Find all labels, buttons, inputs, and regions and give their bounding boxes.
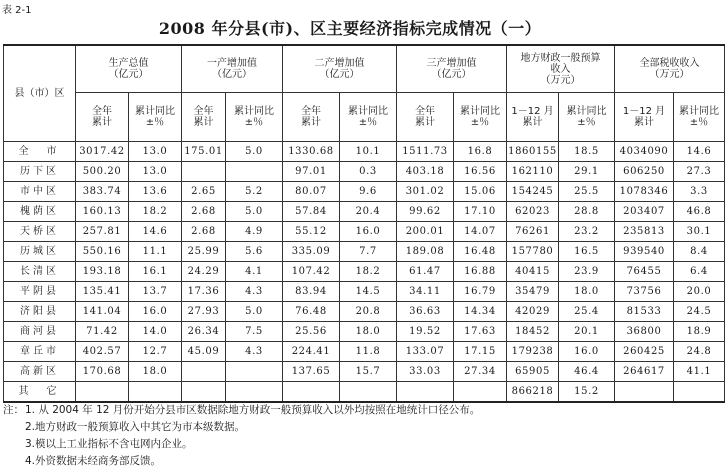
value-cell-gdp-annual: 193.18 — [76, 262, 129, 282]
value-cell-primary-annual: 17.36 — [182, 282, 226, 302]
subheader-tertiary-growth-line-1: 累计同比 — [460, 106, 500, 117]
value-cell-fiscal-annual: 62023 — [507, 202, 559, 222]
value-cell-fiscal-annual: 65905 — [507, 362, 559, 382]
value-cell-fiscal-annual: 179238 — [507, 342, 559, 362]
subheader-primary-annual-line-2: 累计 — [193, 117, 214, 128]
subheader-gdp-growth-line-1: 累计同比 — [135, 106, 175, 117]
value-cell-primary-growth: 7.5 — [226, 322, 283, 342]
value-cell-tertiary-growth: 16.48 — [454, 242, 507, 262]
value-cell-gdp-growth: 13.7 — [129, 282, 182, 302]
value-cell-primary-annual: 24.29 — [182, 262, 226, 282]
value-cell-gdp-growth: 14.6 — [129, 222, 182, 242]
footnote-text: 2.地方财政一般预算收入中其它为市本级数据。 — [25, 421, 246, 433]
value-cell-tertiary-annual: 34.11 — [397, 282, 454, 302]
value-cell-secondary-growth: 9.6 — [340, 182, 397, 202]
value-cell-tax-annual: 4034090 — [615, 142, 674, 162]
value-cell-tax-annual: 235813 — [615, 222, 674, 242]
table-row — [4, 222, 725, 242]
value-cell-tertiary-annual: 200.01 — [397, 222, 454, 242]
header-fiscal-line-2: 收入 — [550, 63, 571, 75]
value-cell-tertiary-annual: 1511.73 — [397, 142, 454, 162]
subheader-tertiary-annual-line-2: 累计 — [415, 117, 435, 128]
value-cell-secondary-growth: 18.2 — [340, 262, 397, 282]
subheader-tertiary-annual — [397, 93, 454, 142]
value-cell-primary-annual: 2.68 — [182, 202, 226, 222]
county-name-cell: 历城区 — [4, 242, 76, 262]
value-cell-tax-annual: 73756 — [615, 282, 674, 302]
value-cell-primary-growth — [226, 382, 283, 403]
value-cell-tax-annual: 264617 — [615, 362, 674, 382]
value-cell-fiscal-growth: 23.9 — [559, 262, 615, 282]
footnote-text: 4.外资数据未经商务部反馈。 — [25, 455, 162, 467]
header-tax-revenue — [615, 45, 725, 93]
value-cell-gdp-annual: 550.16 — [76, 242, 129, 262]
table-row — [4, 142, 725, 162]
value-cell-fiscal-annual: 35479 — [507, 282, 559, 302]
value-cell-gdp-annual: 170.68 — [76, 362, 129, 382]
value-cell-tax-annual: 260425 — [615, 342, 674, 362]
value-cell-tax-growth: 30.1 — [674, 222, 725, 242]
value-cell-tax-annual: 939540 — [615, 242, 674, 262]
footnote-text: 1. 从 2004 年 12 月份开始分县市区数据除地方财政一般预算收入以外均按照在地统计口径公布。 — [25, 404, 481, 416]
subheader-tax-growth — [674, 93, 725, 142]
value-cell-secondary-annual: 224.41 — [283, 342, 340, 362]
value-cell-secondary-annual: 80.07 — [283, 182, 340, 202]
value-cell-secondary-annual: 76.48 — [283, 302, 340, 322]
value-cell-secondary-annual: 25.56 — [283, 322, 340, 342]
value-cell-tax-growth: 3.3 — [674, 182, 725, 202]
value-cell-gdp-growth: 16.1 — [129, 262, 182, 282]
subheader-fiscal-growth-line-1: 累计同比 — [566, 106, 607, 117]
value-cell-primary-annual: 26.34 — [182, 322, 226, 342]
value-cell-tax-growth: 27.3 — [674, 162, 725, 182]
value-cell-secondary-annual: 57.84 — [283, 202, 340, 222]
value-cell-gdp-growth: 13.0 — [129, 162, 182, 182]
table-row — [4, 242, 725, 262]
header-tertiary-industry — [397, 45, 507, 93]
value-cell-secondary-annual: 97.01 — [283, 162, 340, 182]
value-cell-primary-growth: 4.1 — [226, 262, 283, 282]
county-name-cell: 平阴县 — [4, 282, 76, 302]
value-cell-tertiary-annual: 133.07 — [397, 342, 454, 362]
county-name-cell: 天桥区 — [4, 222, 76, 242]
value-cell-tax-growth: 8.4 — [674, 242, 725, 262]
value-cell-fiscal-annual: 76261 — [507, 222, 559, 242]
value-cell-gdp-annual: 3017.42 — [76, 142, 129, 162]
value-cell-tax-growth: 14.6 — [674, 142, 725, 162]
value-cell-gdp-growth: 13.0 — [129, 142, 182, 162]
value-cell-fiscal-growth: 29.1 — [559, 162, 615, 182]
subheader-tertiary-annual-line-1: 全年 — [415, 106, 435, 117]
table-row — [4, 362, 725, 382]
value-cell-tertiary-annual — [397, 382, 454, 403]
value-cell-primary-growth — [226, 162, 283, 182]
subheader-secondary-growth — [340, 93, 397, 142]
value-cell-secondary-annual: 55.12 — [283, 222, 340, 242]
county-name-cell: 历下区 — [4, 162, 76, 182]
subheader-tertiary-growth — [454, 93, 507, 142]
value-cell-secondary-growth: 18.0 — [340, 322, 397, 342]
table-row — [4, 322, 725, 342]
value-cell-secondary-growth: 7.7 — [340, 242, 397, 262]
county-name-cell: 长清区 — [4, 262, 76, 282]
footnote-item — [3, 453, 697, 470]
table-row — [4, 342, 725, 362]
value-cell-gdp-annual: 71.42 — [76, 322, 129, 342]
value-cell-tax-annual: 203407 — [615, 202, 674, 222]
subheader-gdp-growth-line-2: ±％ — [145, 117, 165, 128]
value-cell-tax-annual: 1078346 — [615, 182, 674, 202]
value-cell-gdp-growth — [129, 382, 182, 403]
table-row — [4, 382, 725, 403]
value-cell-primary-growth: 4.9 — [226, 222, 283, 242]
value-cell-fiscal-growth: 15.2 — [559, 382, 615, 403]
county-name-cell: 市中区 — [4, 182, 76, 202]
value-cell-gdp-annual: 383.74 — [76, 182, 129, 202]
value-cell-tertiary-annual: 189.08 — [397, 242, 454, 262]
value-cell-tertiary-growth: 14.34 — [454, 302, 507, 322]
value-cell-tertiary-growth: 17.15 — [454, 342, 507, 362]
header-fiscal-line-1: 地方财政一般预算 — [520, 52, 601, 64]
value-cell-secondary-growth: 15.7 — [340, 362, 397, 382]
table-row — [4, 262, 725, 282]
economic-indicators-table — [3, 44, 725, 403]
value-cell-primary-growth: 4.3 — [226, 342, 283, 362]
value-cell-primary-annual: 2.68 — [182, 222, 226, 242]
footnote-prefix: 注： — [3, 404, 24, 416]
value-cell-primary-annual: 25.99 — [182, 242, 226, 262]
value-cell-gdp-growth: 11.1 — [129, 242, 182, 262]
subheader-gdp-growth — [129, 93, 182, 142]
header-county: 县（市）区 — [4, 45, 76, 142]
header-secondary-line-1: 二产增加值 — [314, 58, 365, 69]
header-fiscal-line-3: （万元） — [540, 74, 581, 86]
subheader-secondary-annual — [283, 93, 340, 142]
subheader-primary-annual — [182, 93, 226, 142]
value-cell-primary-annual — [182, 382, 226, 403]
table-row — [4, 282, 725, 302]
value-cell-fiscal-annual: 18452 — [507, 322, 559, 342]
value-cell-tax-annual: 606250 — [615, 162, 674, 182]
value-cell-primary-annual: 45.09 — [182, 342, 226, 362]
subheader-secondary-growth-line-1: 累计同比 — [348, 106, 388, 117]
value-cell-tertiary-annual: 61.47 — [397, 262, 454, 282]
value-cell-fiscal-growth: 16.0 — [559, 342, 615, 362]
value-cell-secondary-growth: 14.5 — [340, 282, 397, 302]
subheader-primary-growth-line-2: ±％ — [244, 117, 264, 128]
value-cell-secondary-growth: 11.8 — [340, 342, 397, 362]
footnote-item — [3, 436, 697, 453]
subheader-secondary-annual-line-2: 累计 — [301, 117, 321, 128]
header-fiscal-revenue — [507, 45, 615, 93]
subheader-fiscal-annual-line-2: 累计 — [522, 117, 543, 128]
value-cell-secondary-annual: 83.94 — [283, 282, 340, 302]
subheader-fiscal-growth-line-2: ±％ — [577, 117, 596, 128]
value-cell-tertiary-annual: 403.18 — [397, 162, 454, 182]
county-name-cell: 槐荫区 — [4, 202, 76, 222]
value-cell-fiscal-annual: 42029 — [507, 302, 559, 322]
value-cell-tertiary-growth: 15.06 — [454, 182, 507, 202]
value-cell-tertiary-growth: 16.88 — [454, 262, 507, 282]
value-cell-secondary-annual: 107.42 — [283, 262, 340, 282]
value-cell-fiscal-growth: 18.0 — [559, 282, 615, 302]
subheader-tax-growth-line-2: ±％ — [689, 117, 709, 128]
value-cell-tertiary-annual: 19.52 — [397, 322, 454, 342]
subheader-tax-annual-line-2: 累计 — [634, 117, 654, 128]
county-name-cell: 章丘市 — [4, 342, 76, 362]
value-cell-secondary-annual: 335.09 — [283, 242, 340, 262]
county-name-cell: 高新区 — [4, 362, 76, 382]
footnote-text: 3.模以上工业指标不含屯网内企业。 — [25, 438, 193, 450]
header-gdp-line-2: （亿元） — [108, 69, 149, 80]
subheader-primary-growth-line-1: 累计同比 — [234, 106, 274, 117]
subheader-tax-annual-line-1: 1－12 月 — [622, 106, 666, 117]
value-cell-primary-growth — [226, 362, 283, 382]
value-cell-tax-growth: 24.8 — [674, 342, 725, 362]
subheader-gdp-annual-line-1: 全年 — [92, 106, 112, 117]
header-primary-industry — [182, 45, 283, 93]
header-gdp — [76, 45, 182, 93]
value-cell-secondary-growth — [340, 382, 397, 403]
value-cell-tertiary-annual: 99.62 — [397, 202, 454, 222]
value-cell-secondary-annual: 1330.68 — [283, 142, 340, 162]
value-cell-primary-annual — [182, 362, 226, 382]
value-cell-fiscal-growth: 20.1 — [559, 322, 615, 342]
footnote-item — [3, 402, 697, 419]
value-cell-primary-growth: 5.0 — [226, 302, 283, 322]
value-cell-tax-growth: 6.4 — [674, 262, 725, 282]
header-secondary-industry — [283, 45, 397, 93]
header-tertiary-line-1: 三产增加值 — [426, 58, 477, 69]
value-cell-fiscal-growth: 46.4 — [559, 362, 615, 382]
value-cell-secondary-growth: 10.1 — [340, 142, 397, 162]
table-body — [4, 142, 725, 403]
value-cell-tertiary-growth: 16.79 — [454, 282, 507, 302]
value-cell-tertiary-growth: 17.63 — [454, 322, 507, 342]
header-tertiary-line-2: （亿元） — [431, 69, 472, 80]
value-cell-gdp-growth: 18.2 — [129, 202, 182, 222]
value-cell-primary-growth: 5.6 — [226, 242, 283, 262]
value-cell-gdp-growth: 14.0 — [129, 322, 182, 342]
county-name-cell: 其它 — [4, 382, 76, 403]
value-cell-gdp-annual: 160.13 — [76, 202, 129, 222]
value-cell-fiscal-growth: 16.5 — [559, 242, 615, 262]
value-cell-tax-annual: 76455 — [615, 262, 674, 282]
value-cell-fiscal-annual: 866218 — [507, 382, 559, 403]
value-cell-primary-annual: 27.93 — [182, 302, 226, 322]
header-tax-line-1: 全部税收收入 — [639, 58, 700, 69]
value-cell-gdp-annual: 135.41 — [76, 282, 129, 302]
table-row — [4, 162, 725, 182]
value-cell-tax-growth: 24.5 — [674, 302, 725, 322]
value-cell-tertiary-growth: 16.8 — [454, 142, 507, 162]
value-cell-tertiary-growth: 14.07 — [454, 222, 507, 242]
subheader-secondary-annual-line-1: 全年 — [301, 106, 321, 117]
header-gdp-line-1: 生产总值 — [108, 58, 149, 69]
value-cell-fiscal-growth: 18.5 — [559, 142, 615, 162]
header-tax-line-2: （万元） — [649, 69, 690, 80]
value-cell-gdp-annual — [76, 382, 129, 403]
subheader-secondary-growth-line-2: ±％ — [358, 117, 378, 128]
subheader-tax-growth-line-1: 累计同比 — [679, 106, 719, 117]
value-cell-primary-annual: 2.65 — [182, 182, 226, 202]
value-cell-gdp-annual: 257.81 — [76, 222, 129, 242]
value-cell-gdp-growth: 18.0 — [129, 362, 182, 382]
value-cell-tax-annual — [615, 382, 674, 403]
value-cell-primary-annual: 175.01 — [182, 142, 226, 162]
value-cell-fiscal-growth: 25.5 — [559, 182, 615, 202]
subheader-tertiary-growth-line-2: ±％ — [470, 117, 490, 128]
value-cell-fiscal-annual: 40415 — [507, 262, 559, 282]
value-cell-fiscal-growth: 28.8 — [559, 202, 615, 222]
value-cell-tax-annual: 81533 — [615, 302, 674, 322]
subheader-primary-growth — [226, 93, 283, 142]
value-cell-tax-annual: 36800 — [615, 322, 674, 342]
value-cell-fiscal-annual: 162110 — [507, 162, 559, 182]
value-cell-gdp-growth: 12.7 — [129, 342, 182, 362]
value-cell-primary-growth: 5.0 — [226, 142, 283, 162]
value-cell-tertiary-growth — [454, 382, 507, 403]
value-cell-secondary-annual — [283, 382, 340, 403]
table-row — [4, 182, 725, 202]
table-header — [4, 45, 725, 142]
subheader-gdp-annual — [76, 93, 129, 142]
county-name-cell: 济阳县 — [4, 302, 76, 322]
subheader-fiscal-annual-line-1: 1－12 月 — [511, 106, 554, 117]
value-cell-tertiary-annual: 33.03 — [397, 362, 454, 382]
value-cell-primary-growth: 4.3 — [226, 282, 283, 302]
value-cell-gdp-growth: 16.0 — [129, 302, 182, 322]
footnotes — [3, 402, 697, 470]
subheader-tax-annual — [615, 93, 674, 142]
value-cell-tax-growth: 18.9 — [674, 322, 725, 342]
header-secondary-line-2: （亿元） — [319, 69, 360, 80]
page-title: 2008 年分县(市)、区主要经济指标完成情况（一） — [158, 19, 542, 38]
value-cell-primary-growth: 5.2 — [226, 182, 283, 202]
table-row — [4, 202, 725, 222]
value-cell-tertiary-annual: 301.02 — [397, 182, 454, 202]
value-cell-primary-growth: 5.0 — [226, 202, 283, 222]
subheader-fiscal-annual — [507, 93, 559, 142]
value-cell-tertiary-annual: 36.63 — [397, 302, 454, 322]
value-cell-secondary-growth: 20.4 — [340, 202, 397, 222]
value-cell-tertiary-growth: 27.34 — [454, 362, 507, 382]
value-cell-secondary-growth: 20.8 — [340, 302, 397, 322]
value-cell-fiscal-growth: 25.4 — [559, 302, 615, 322]
value-cell-tax-growth — [674, 382, 725, 403]
value-cell-gdp-annual: 402.57 — [76, 342, 129, 362]
value-cell-secondary-annual: 137.65 — [283, 362, 340, 382]
table-number-label: 表 2-1 — [2, 5, 32, 16]
value-cell-tertiary-growth: 16.56 — [454, 162, 507, 182]
value-cell-fiscal-growth: 23.2 — [559, 222, 615, 242]
value-cell-gdp-annual: 141.04 — [76, 302, 129, 322]
county-name-cell: 商河县 — [4, 322, 76, 342]
value-cell-secondary-growth: 0.3 — [340, 162, 397, 182]
value-cell-fiscal-annual: 154245 — [507, 182, 559, 202]
value-cell-tax-growth: 41.1 — [674, 362, 725, 382]
header-primary-line-2: （亿元） — [212, 69, 252, 80]
value-cell-primary-annual — [182, 162, 226, 182]
value-cell-tax-growth: 46.8 — [674, 202, 725, 222]
table-row — [4, 302, 725, 322]
header-primary-line-1: 一产增加值 — [207, 58, 257, 69]
subheader-fiscal-growth — [559, 93, 615, 142]
county-name-cell: 全市 — [4, 142, 76, 162]
value-cell-tax-growth: 20.0 — [674, 282, 725, 302]
value-cell-secondary-growth: 16.0 — [340, 222, 397, 242]
footnote-item — [3, 419, 697, 436]
value-cell-tertiary-growth: 17.10 — [454, 202, 507, 222]
value-cell-fiscal-annual: 157780 — [507, 242, 559, 262]
value-cell-gdp-annual: 500.20 — [76, 162, 129, 182]
value-cell-fiscal-annual: 1860155 — [507, 142, 559, 162]
subheader-gdp-annual-line-2: 累计 — [92, 117, 112, 128]
value-cell-gdp-growth: 13.6 — [129, 182, 182, 202]
subheader-primary-annual-line-1: 全年 — [193, 106, 214, 117]
